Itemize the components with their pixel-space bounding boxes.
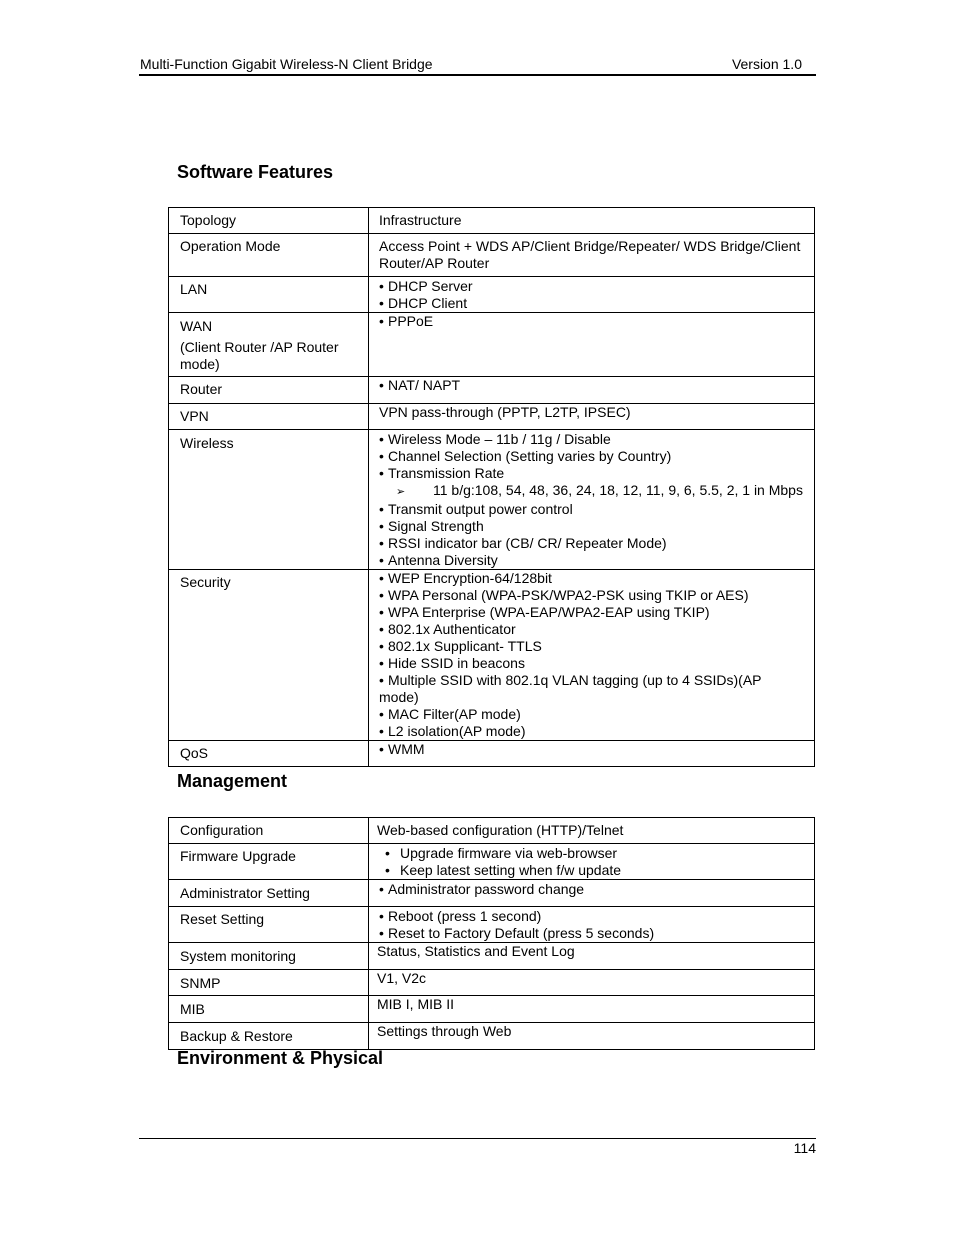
row-key: Router <box>169 377 369 404</box>
row-value <box>369 844 815 880</box>
bullet-icon: • <box>379 313 384 329</box>
list-item: • Hide SSID in beacons <box>379 655 525 671</box>
bullet-icon: • <box>385 845 390 861</box>
bullet-icon: • <box>379 278 384 294</box>
row-value <box>369 313 815 377</box>
row-value: Web-based configuration (HTTP)/Telnet <box>369 818 815 844</box>
row-value: Access Point + WDS AP/Client Bridge/Repeater/ WDS Bridge/Client Router/AP Router <box>369 234 815 277</box>
row-value <box>369 880 815 907</box>
list-item: • Multiple SSID with 802.1q VLAN tagging (up to 4 SSIDs)(AP mode) <box>379 672 762 705</box>
list-item: • Upgrade firmware via web-browser <box>385 845 618 861</box>
row-key: QoS <box>169 741 369 767</box>
row-value: V1, V2c <box>369 970 815 996</box>
list-item: • WEP Encryption-64/128bit <box>379 570 552 586</box>
page-number: 114 <box>793 1140 816 1156</box>
row-key: Security <box>169 570 369 741</box>
software-features-table <box>168 207 815 767</box>
bullet-icon: • <box>379 377 384 393</box>
bullet-icon: • <box>379 638 384 654</box>
table-row <box>169 818 815 844</box>
bullet-icon: • <box>379 925 384 941</box>
bullet-icon: • <box>379 587 384 603</box>
document-title: Multi-Function Gigabit Wireless-N Client Bridge <box>140 56 433 72</box>
management-heading: Management <box>177 771 288 791</box>
arrow-bullet-icon: ➢ <box>396 486 406 498</box>
bullet-icon: • <box>379 465 384 481</box>
bullet-icon: • <box>379 672 384 688</box>
table-row <box>169 208 815 234</box>
software-features-heading: Software Features <box>177 162 334 182</box>
row-key: Backup & Restore <box>169 1023 369 1050</box>
list-item: • Signal Strength <box>379 518 484 534</box>
bullet-icon: • <box>379 570 384 586</box>
row-key: LAN <box>169 277 369 313</box>
list-item: • Transmit output power control <box>379 501 573 517</box>
list-item: • RSSI indicator bar (CB/ CR/ Repeater Mode) <box>379 535 667 551</box>
row-value: VPN pass-through (PPTP, L2TP, IPSEC) <box>369 404 815 430</box>
bullet-icon: • <box>379 501 384 517</box>
list-item: • WPA Personal (WPA-PSK/WPA2-PSK using TKIP or AES) <box>379 587 749 603</box>
bullet-icon: • <box>379 431 384 447</box>
row-key: SNMP <box>169 970 369 996</box>
table-row <box>169 404 815 430</box>
sub-list-item: ➢ 11 b/g:108, 54, 48, 36, 24, 18, 12, 11, 9, 6, 5.5, 2, 1 in Mbps <box>379 482 804 501</box>
list-item: • L2 isolation(AP mode) <box>379 723 526 739</box>
row-value <box>369 907 815 943</box>
list-item: • Keep latest setting when f/w update <box>385 862 622 878</box>
list-item: • PPPoE <box>379 313 434 329</box>
row-key: WAN (Client Router /AP Router mode) <box>169 313 369 377</box>
table-row <box>169 430 815 570</box>
page-header <box>139 55 816 76</box>
table-row <box>169 1023 815 1050</box>
bullet-icon: • <box>379 706 384 722</box>
list-item: • Transmission Rate <box>379 465 505 481</box>
row-key: Administrator Setting <box>169 880 369 907</box>
bullet-icon: • <box>379 881 384 897</box>
bullet-icon: • <box>379 723 384 739</box>
row-value <box>369 377 815 404</box>
management-table <box>168 817 815 1050</box>
list-item: • 802.1x Authenticator <box>379 621 516 637</box>
list-item: • Reset to Factory Default (press 5 seconds) <box>379 925 655 941</box>
table-row <box>169 996 815 1023</box>
table-row <box>169 844 815 880</box>
row-key: MIB <box>169 996 369 1023</box>
bullet-icon: • <box>379 655 384 671</box>
row-value: Infrastructure <box>369 208 815 234</box>
table-row <box>169 313 815 377</box>
table-row <box>169 741 815 767</box>
bullet-icon: • <box>379 552 384 568</box>
row-key: Operation Mode <box>169 234 369 277</box>
list-item: • WPA Enterprise (WPA-EAP/WPA2-EAP using TKIP) <box>379 604 710 620</box>
list-item: • DHCP Client <box>379 295 468 311</box>
document-version: Version 1.0 <box>731 56 802 72</box>
row-value: MIB I, MIB II <box>369 996 815 1023</box>
table-row <box>169 570 815 741</box>
bullet-icon: • <box>379 448 384 464</box>
row-value: Settings through Web <box>369 1023 815 1050</box>
row-key: Firmware Upgrade <box>169 844 369 880</box>
table-row <box>169 277 815 313</box>
list-item: • Antenna Diversity <box>379 552 498 568</box>
row-value <box>369 430 815 570</box>
bullet-icon: • <box>379 604 384 620</box>
bullet-icon: • <box>379 741 384 757</box>
bullet-icon: • <box>385 862 390 878</box>
table-row <box>169 880 815 907</box>
table-row <box>169 943 815 970</box>
table-row <box>169 907 815 943</box>
environment-physical-heading: Environment & Physical <box>177 1048 384 1068</box>
table-row <box>169 970 815 996</box>
list-item: • WMM <box>379 741 425 757</box>
bullet-icon: • <box>379 295 384 311</box>
row-key: System monitoring <box>169 943 369 970</box>
table-row <box>169 377 815 404</box>
row-key: Wireless <box>169 430 369 570</box>
list-item: • Administrator password change <box>379 881 585 897</box>
bullet-icon: • <box>379 908 384 924</box>
footer-rule <box>139 1138 816 1139</box>
list-item: • Channel Selection (Setting varies by Country) <box>379 448 672 464</box>
row-value: Status, Statistics and Event Log <box>369 943 815 970</box>
table-row <box>169 234 815 277</box>
row-value <box>369 570 815 741</box>
bullet-icon: • <box>379 535 384 551</box>
list-item: • DHCP Server <box>379 278 473 294</box>
row-value <box>369 277 815 313</box>
bullet-icon: • <box>379 518 384 534</box>
list-item: • Reboot (press 1 second) <box>379 908 542 924</box>
list-item: • MAC Filter(AP mode) <box>379 706 521 722</box>
bullet-icon: • <box>379 621 384 637</box>
row-key: Reset Setting <box>169 907 369 943</box>
list-item: • 802.1x Supplicant- TTLS <box>379 638 542 654</box>
list-item: • NAT/ NAPT <box>379 377 461 393</box>
row-key: Configuration <box>169 818 369 844</box>
row-key: VPN <box>169 404 369 430</box>
list-item: • Wireless Mode – 11b / 11g / Disable <box>379 431 611 447</box>
row-key: Topology <box>169 208 369 234</box>
row-value <box>369 741 815 767</box>
